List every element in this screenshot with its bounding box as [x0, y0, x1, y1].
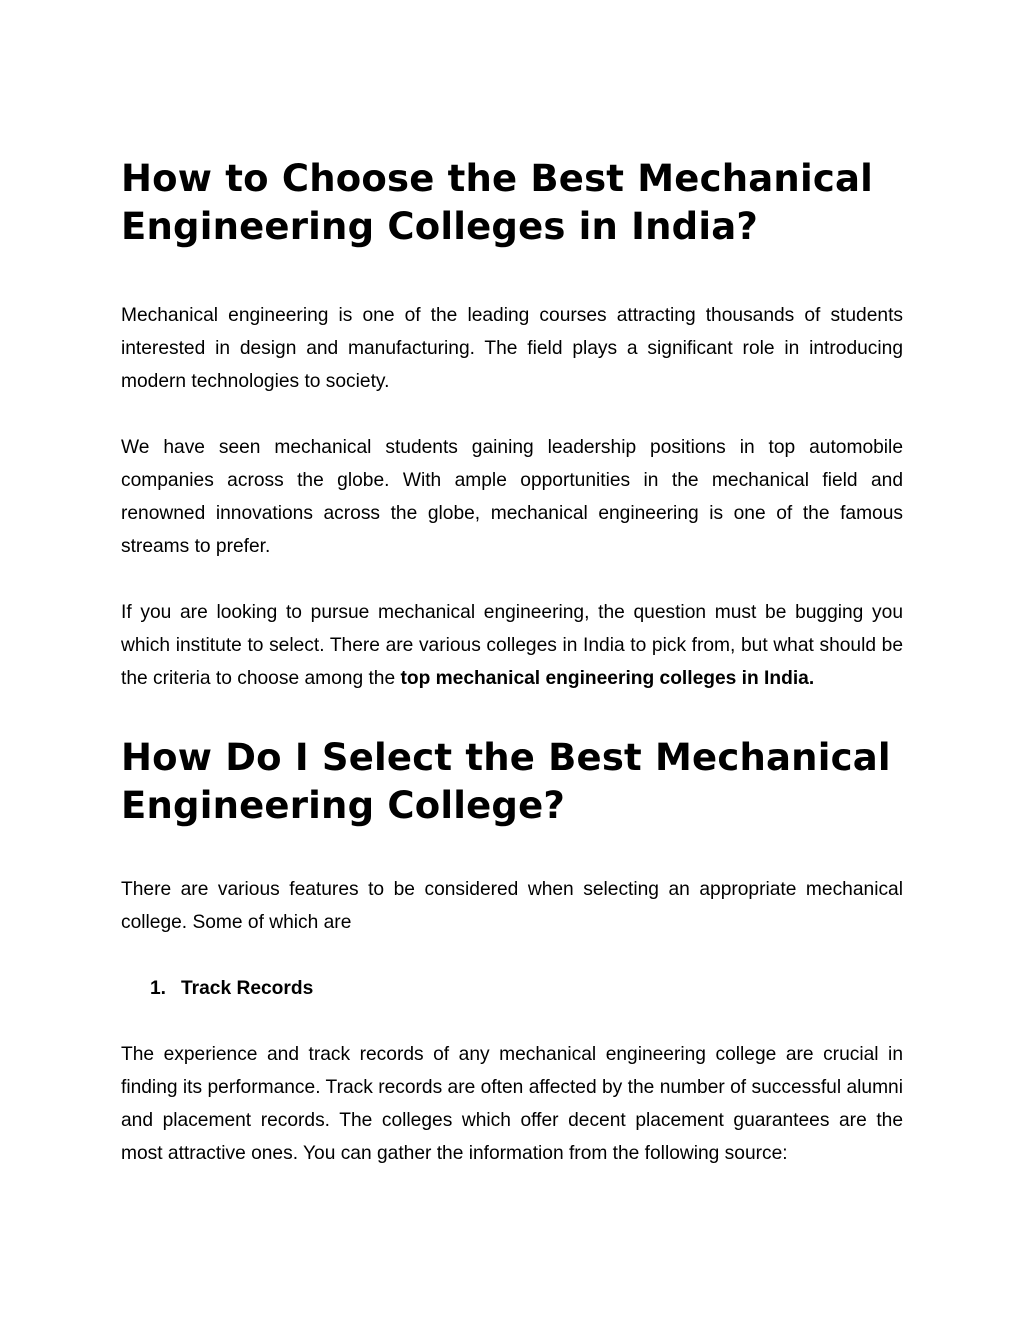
section-heading: How Do I Select the Best Mechanical Engineering College?	[121, 736, 891, 827]
track-records-paragraph: The experience and track records of any mechanical engineering college are crucial in finding its performance. Track records are often affected by the number of successful alumni and placement records. The colleges which offer decent placement guarantees are the most attractive ones. You can gather the information from the following source:	[121, 1044, 903, 1164]
intro-paragraph: Mechanical engineering is one of the leading courses attracting thousands of students interested in design and manufacturing. The field plays a significant role in introducing modern technologies to society.	[121, 305, 903, 392]
leadership-paragraph: We have seen mechanical students gaining leadership positions in top automobile companies across the globe. With ample opportunities in the mechanical field and renowned innovations across the globe, mechanical engineering is one of the famous streams to prefer.	[121, 437, 903, 557]
criteria-paragraph	[121, 596, 903, 695]
document-page	[121, 150, 903, 1170]
list-item	[121, 972, 903, 1005]
list-item-label: Track Records	[181, 978, 314, 999]
criteria-bold-text: top mechanical engineering colleges in India.	[400, 668, 815, 689]
features-paragraph: There are various features to be considered when selecting an appropriate mechanical college. Some of which are	[121, 879, 903, 933]
list-item-number: 1.	[150, 978, 167, 999]
page-title: How to Choose the Best Mechanical Engineering Colleges in India?	[121, 157, 874, 248]
criteria-text: If you are looking to pursue mechanical engineering, the question must be bugging you which institute to select. There are various colleges in India to pick from, but what should be the criteria to choose among the	[121, 602, 903, 689]
